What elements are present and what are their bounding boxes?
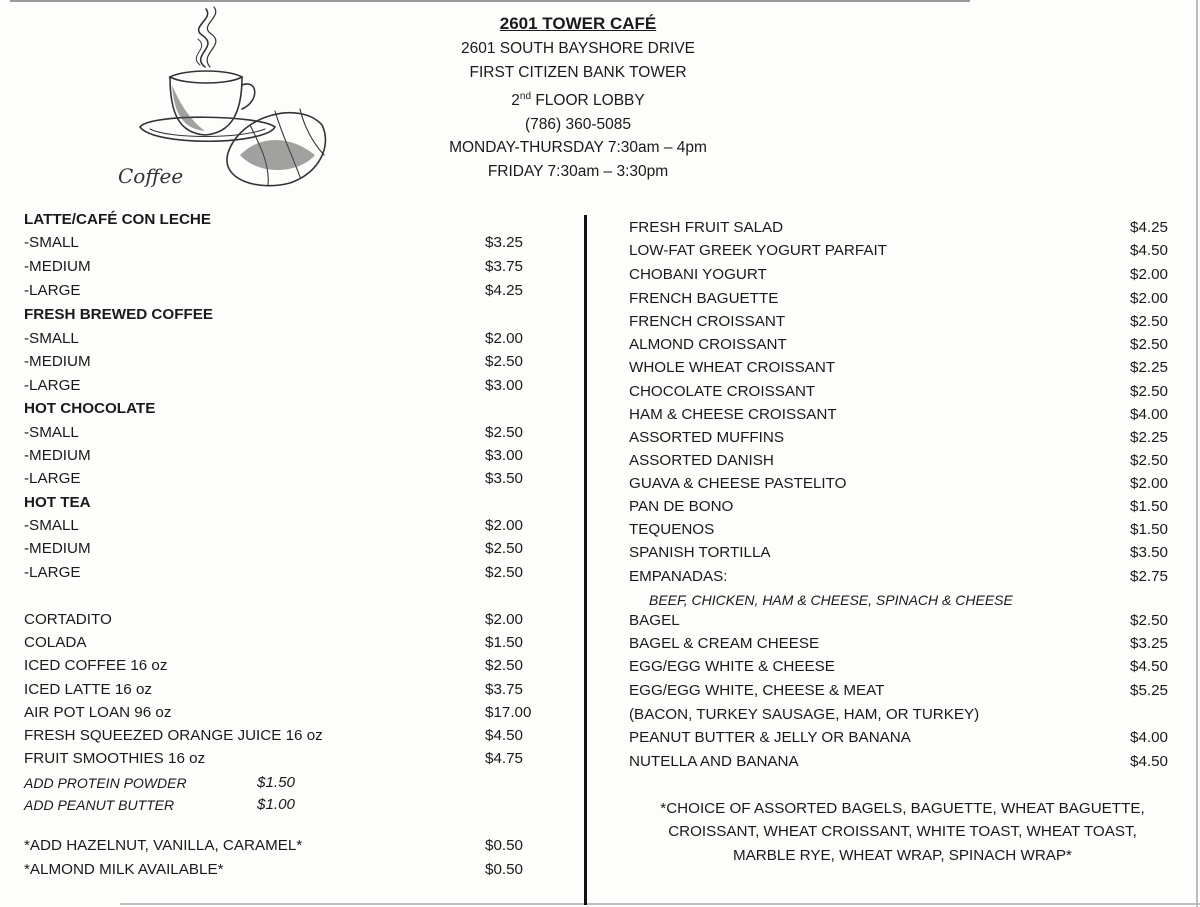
right-menu-item-label: PAN DE BONO bbox=[629, 498, 734, 515]
right-menu-item-label: BAGEL & CREAM CHEESE bbox=[629, 635, 820, 652]
right-menu-item-label: HAM & CHEESE CROISSANT bbox=[629, 406, 837, 423]
floor-line bbox=[378, 85, 778, 113]
left-menu-item-price: $2.00 bbox=[485, 611, 524, 628]
left-menu-item-price: $1.50 bbox=[485, 634, 524, 651]
right-menu-item-price: $2.25 bbox=[1130, 429, 1169, 446]
left-menu-item-price: $4.50 bbox=[485, 727, 524, 744]
right-menu-item-label: NUTELLA AND BANANA bbox=[629, 753, 799, 770]
left-menu-item-price: $3.25 bbox=[485, 234, 524, 251]
left-menu-item-label: -MEDIUM bbox=[24, 258, 91, 275]
left-menu-item-label: HOT CHOCOLATE bbox=[24, 400, 156, 417]
right-menu-item-price: $2.50 bbox=[1130, 452, 1169, 469]
right-menu-item-price: $3.25 bbox=[1130, 635, 1169, 652]
right-menu-item-label: BEEF, CHICKEN, HAM & CHEESE, SPINACH & CHEESE bbox=[649, 592, 1013, 608]
right-menu-item-label: FRENCH CROISSANT bbox=[629, 313, 786, 330]
left-menu-item-price: $3.75 bbox=[485, 681, 524, 698]
left-menu-item-label: *ALMOND MILK AVAILABLE* bbox=[24, 861, 224, 878]
floor-number: 2 bbox=[511, 91, 520, 109]
right-menu-item-label: (BACON, TURKEY SAUSAGE, HAM, OR TURKEY) bbox=[629, 706, 980, 723]
left-menu-item-price: $3.00 bbox=[485, 447, 524, 464]
right-menu-item-label: WHOLE WHEAT CROISSANT bbox=[629, 359, 836, 376]
left-menu-item-label: -LARGE bbox=[24, 282, 81, 299]
right-menu-item-price: $1.50 bbox=[1130, 498, 1169, 515]
left-menu-item-label: -LARGE bbox=[24, 564, 81, 581]
phone-line: (786) 360-5085 bbox=[525, 115, 631, 133]
left-menu-item-price: $17.00 bbox=[485, 704, 532, 721]
right-menu-item-price: $4.50 bbox=[1130, 658, 1169, 675]
left-menu-item-price: $1.50 bbox=[257, 774, 296, 791]
left-menu-item-label: ADD PROTEIN POWDER bbox=[24, 775, 187, 791]
left-menu-item-price: $2.00 bbox=[485, 330, 524, 347]
right-menu-item-label: GUAVA & CHEESE PASTELITO bbox=[629, 475, 847, 492]
right-menu-item-price: $2.50 bbox=[1130, 612, 1169, 629]
left-menu-item-label: FRESH SQUEEZED ORANGE JUICE 16 oz bbox=[24, 727, 323, 744]
left-menu-item-label: FRESH BREWED COFFEE bbox=[24, 306, 214, 323]
right-menu-item-price: $4.50 bbox=[1130, 753, 1169, 770]
left-menu-item-label: LATTE/CAFÉ CON LECHE bbox=[24, 211, 212, 228]
left-menu-item-price: $3.75 bbox=[485, 258, 524, 275]
left-menu-item-label: -LARGE bbox=[24, 470, 81, 487]
left-menu-item-label: ICED COFFEE 16 oz bbox=[24, 657, 168, 674]
left-menu-item-price: $0.50 bbox=[485, 837, 524, 854]
cafe-header bbox=[378, 12, 778, 184]
right-menu-item-price: $2.50 bbox=[1130, 336, 1169, 353]
right-menu-item-label: EMPANADAS: bbox=[629, 568, 728, 585]
right-menu-item-label: BAGEL bbox=[629, 612, 680, 629]
right-menu-item-price: $1.50 bbox=[1130, 521, 1169, 538]
right-menu-item-label: TEQUENOS bbox=[629, 521, 715, 538]
right-menu-item-price: $2.50 bbox=[1130, 383, 1169, 400]
right-menu-item-label: FRESH FRUIT SALAD bbox=[629, 219, 784, 236]
right-menu-item-price: $2.25 bbox=[1130, 359, 1169, 376]
right-menu-item-price: $4.00 bbox=[1130, 406, 1169, 423]
bread-choice-note bbox=[615, 797, 1190, 867]
right-menu-item-label: EGG/EGG WHITE & CHEESE bbox=[629, 658, 835, 675]
note-line-1: *CHOICE OF ASSORTED BAGELS, BAGUETTE, WHEAT BAGUETTE, bbox=[660, 800, 1145, 817]
left-menu-item-label: AIR POT LOAN 96 oz bbox=[24, 704, 172, 721]
right-menu-item-price: $2.00 bbox=[1130, 290, 1169, 307]
right-menu-item-label: PEANUT BUTTER & JELLY OR BANANA bbox=[629, 729, 911, 746]
left-menu-item-label: -LARGE bbox=[24, 377, 81, 394]
left-menu-item-price: $1.00 bbox=[257, 796, 296, 813]
left-menu-item-label: -MEDIUM bbox=[24, 353, 91, 370]
left-menu-item-label: CORTADITO bbox=[24, 611, 112, 628]
cafe-title: 2601 TOWER CAFÉ bbox=[499, 14, 657, 33]
left-menu-item-label: ADD PEANUT BUTTER bbox=[24, 797, 175, 813]
right-menu-item-price: $4.00 bbox=[1130, 729, 1169, 746]
left-menu-item-label: -SMALL bbox=[24, 330, 79, 347]
right-menu-item-label: ASSORTED DANISH bbox=[629, 452, 774, 469]
left-menu-item-price: $2.50 bbox=[485, 353, 524, 370]
note-line-3: MARBLE RYE, WHEAT WRAP, SPINACH WRAP* bbox=[733, 846, 1072, 864]
top-border bbox=[10, 0, 970, 2]
bottom-border bbox=[120, 903, 1200, 905]
left-menu-item-price: $0.50 bbox=[485, 861, 524, 878]
left-menu-item-label: HOT TEA bbox=[24, 494, 91, 511]
left-menu-item-price: $2.00 bbox=[485, 517, 524, 534]
right-menu-item-label: LOW-FAT GREEK YOGURT PARFAIT bbox=[629, 242, 887, 259]
left-menu-item-label: ICED LATTE 16 oz bbox=[24, 681, 153, 698]
right-menu-item-price: $3.50 bbox=[1130, 544, 1169, 561]
right-menu-item-label: ALMOND CROISSANT bbox=[629, 336, 787, 353]
left-menu-item-price: $3.50 bbox=[485, 470, 524, 487]
left-menu-item-price: $4.75 bbox=[485, 750, 524, 767]
column-divider bbox=[584, 215, 587, 905]
right-menu-item-price: $4.50 bbox=[1130, 242, 1169, 259]
address-line: 2601 SOUTH BAYSHORE DRIVE bbox=[460, 40, 695, 57]
left-menu-item-label: -MEDIUM bbox=[24, 540, 91, 557]
left-menu-item-label: FRUIT SMOOTHIES 16 oz bbox=[24, 750, 206, 767]
logo-script-text: Coffee bbox=[118, 164, 184, 188]
left-menu-item-price: $2.50 bbox=[485, 424, 524, 441]
floor-rest: FLOOR LOBBY bbox=[531, 91, 645, 109]
left-menu-item-label: -SMALL bbox=[24, 234, 79, 251]
left-menu-item-price: $2.50 bbox=[485, 564, 524, 581]
left-menu-item-label: COLADA bbox=[24, 634, 87, 651]
hours-friday: FRIDAY 7:30am – 3:30pm bbox=[487, 163, 669, 181]
right-menu-item-label: EGG/EGG WHITE, CHEESE & MEAT bbox=[629, 682, 885, 699]
right-menu-item-price: $2.50 bbox=[1130, 313, 1169, 330]
right-menu-item-label: CHOCOLATE CROISSANT bbox=[629, 383, 816, 400]
right-menu-item-label: SPANISH TORTILLA bbox=[629, 544, 771, 561]
hours-weekday: MONDAY-THURSDAY 7:30am – 4pm bbox=[449, 139, 707, 157]
right-border bbox=[1196, 0, 1198, 907]
note-line-2: CROISSANT, WHEAT CROISSANT, WHITE TOAST, WHEAT TOAST, bbox=[668, 823, 1137, 841]
left-menu-item-label: -SMALL bbox=[24, 424, 79, 441]
right-menu-item-label: ASSORTED MUFFINS bbox=[629, 429, 784, 446]
building-line: FIRST CITIZEN BANK TOWER bbox=[469, 63, 687, 81]
right-menu-item-price: $4.25 bbox=[1130, 219, 1169, 236]
left-menu-item-price: $2.50 bbox=[485, 657, 524, 674]
left-menu-item-label: *ADD HAZELNUT, VANILLA, CARAMEL* bbox=[24, 837, 303, 854]
left-menu-item-label: -SMALL bbox=[24, 517, 79, 534]
left-menu-item-price: $2.50 bbox=[485, 540, 524, 557]
right-menu-item-price: $2.75 bbox=[1130, 568, 1169, 585]
left-menu-item-price: $3.00 bbox=[485, 377, 524, 394]
right-menu-item-label: FRENCH BAGUETTE bbox=[629, 290, 779, 307]
right-menu-item-label: CHOBANI YOGURT bbox=[629, 266, 767, 283]
left-menu-item-label: -MEDIUM bbox=[24, 447, 91, 464]
right-menu-item-price: $2.00 bbox=[1130, 475, 1169, 492]
left-menu-item-price: $4.25 bbox=[485, 282, 524, 299]
right-menu-item-price: $2.00 bbox=[1130, 266, 1169, 283]
floor-suffix: nd bbox=[519, 90, 532, 102]
coffee-cup-logo bbox=[110, 5, 340, 195]
right-menu-item-price: $5.25 bbox=[1130, 682, 1169, 699]
